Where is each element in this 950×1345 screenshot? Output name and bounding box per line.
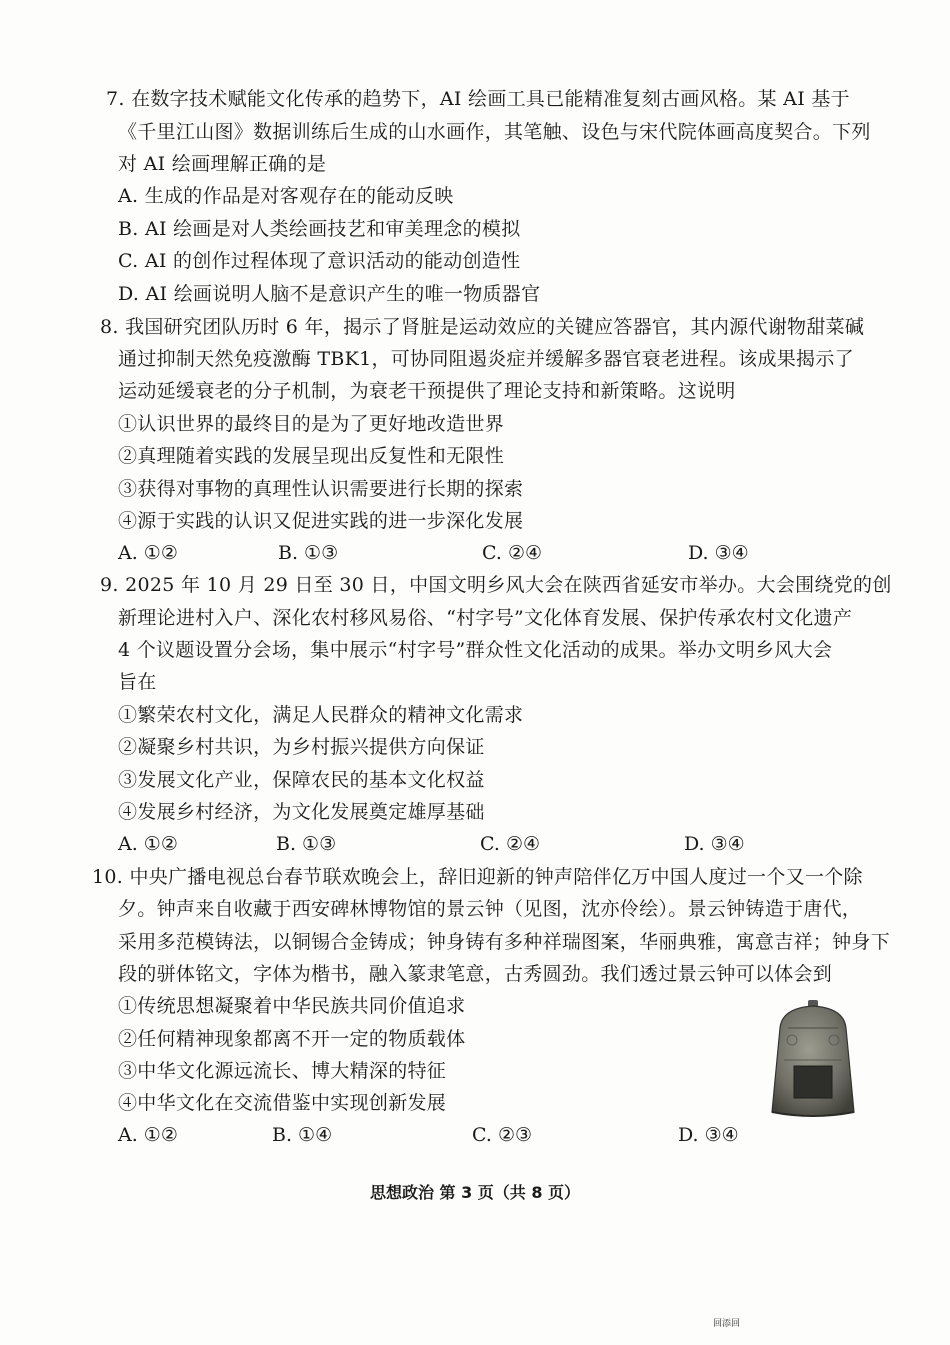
q9-statement-2: ②凝聚乡村共识，为乡村振兴提供方向保证 bbox=[118, 736, 485, 758]
q7-option-d: D. AI 绘画说明人脑不是意识产生的唯一物质器官 bbox=[118, 283, 541, 305]
q10-statement-3: ③中华文化源远流长、博大精深的特征 bbox=[118, 1060, 447, 1082]
q8-choice-a: A. ①② bbox=[118, 542, 178, 564]
q8-line-3: 运动延缓衰老的分子机制，为衰老干预提供了理论支持和新策略。这说明 bbox=[118, 380, 736, 402]
q9-choice-c: C. ②④ bbox=[480, 833, 541, 855]
q9-choice-a: A. ①② bbox=[118, 833, 178, 855]
q10-statement-4: ④中华文化在交流借鉴中实现创新发展 bbox=[118, 1092, 447, 1114]
q7-line-2: 《千里江山图》数据训练后生成的山水画作，其笔触、设色与宋代院体画高度契合。下列 bbox=[118, 121, 871, 143]
q10-choice-c: C. ②③ bbox=[472, 1124, 533, 1146]
q10-choice-b: B. ①④ bbox=[272, 1124, 333, 1146]
q8-choice-b: B. ①③ bbox=[278, 542, 339, 564]
q8-statement-4: ④源于实践的认识又促进实践的进一步深化发展 bbox=[118, 510, 524, 532]
q10-line-4: 段的骈体铭文，字体为楷书，融入篆隶笔意，古秀圆劲。我们透过景云钟可以体会到 bbox=[118, 963, 833, 985]
q7-option-b: B. AI 绘画是对人类绘画技艺和审美理念的模拟 bbox=[118, 218, 521, 240]
q10-choice-a: A. ①② bbox=[118, 1124, 178, 1146]
q9-line-3: 4 个议题设置分会场，集中展示“村字号”群众性文化活动的成果。举办文明乡风大会 bbox=[118, 639, 833, 661]
q10-choice-d: D. ③④ bbox=[678, 1124, 739, 1146]
q9-statement-4: ④发展乡村经济，为文化发展奠定雄厚基础 bbox=[118, 801, 485, 823]
q10-line-1: 10. 中央广播电视总台春节联欢晚会上，辞旧迎新的钟声陪伴亿万中国人度过一个又一个除 bbox=[92, 866, 863, 888]
q10-line-2: 夕。钟声来自收藏于西安碑林博物馆的景云钟（见图，沈亦伶绘）。景云钟铸造于唐代， bbox=[118, 898, 862, 920]
q10-statement-1: ①传统思想凝聚着中华民族共同价值追求 bbox=[118, 995, 466, 1017]
q7-option-a: A. 生成的作品是对客观存在的能动反映 bbox=[118, 185, 454, 207]
q8-statement-2: ②真理随着实践的发展呈现出反复性和无限性 bbox=[118, 445, 505, 467]
q8-choice-d: D. ③④ bbox=[688, 542, 749, 564]
q7-line-3: 对 AI 绘画理解正确的是 bbox=[118, 153, 327, 175]
q7-option-c: C. AI 的创作过程体现了意识活动的能动创造性 bbox=[118, 250, 521, 272]
jingyun-bell-illustration bbox=[768, 1000, 858, 1120]
q9-statement-3: ③发展文化产业，保障农民的基本文化权益 bbox=[118, 769, 485, 791]
bell-inscription-panel bbox=[794, 1066, 832, 1098]
q9-line-1: 9. 2025 年 10 月 29 日至 30 日，中国文明乡风大会在陕西省延安市举办。大会围绕党的创 bbox=[100, 574, 892, 596]
page-footer: 思想政治 第 3 页（共 8 页） bbox=[369, 1183, 581, 1202]
q8-choice-c: C. ②④ bbox=[482, 542, 543, 564]
q10-statement-2: ②任何精神现象都离不开一定的物质载体 bbox=[118, 1028, 466, 1050]
q9-line-2: 新理论进村入户、深化农村移风易俗、“村字号”文化体育发展、保护传承农村文化遗产 bbox=[118, 607, 853, 629]
q10-line-3: 采用多范模铸法，以铜锡合金铸成；钟身铸有多种祥瑞图案，华丽典雅，寓意吉祥；钟身下 bbox=[118, 931, 891, 953]
q8-statement-3: ③获得对事物的真理性认识需要进行长期的探索 bbox=[118, 478, 524, 500]
q8-line-1: 8. 我国研究团队历时 6 年，揭示了肾脏是运动效应的关键应答器官，其内源代谢物甜菜碱 bbox=[100, 316, 865, 338]
q9-line-4: 旨在 bbox=[118, 671, 157, 693]
bell-body bbox=[772, 1006, 854, 1116]
q7-line-1: 7. 在数字技术赋能文化传承的趋势下，AI 绘画工具已能精准复刻古画风格。某 AI 基于 bbox=[106, 88, 850, 110]
q9-choice-d: D. ③④ bbox=[684, 833, 745, 855]
q8-line-2: 通过抑制天然免疫激酶 TBK1，可协同阻遏炎症并缓解多器官衰老进程。该成果揭示了 bbox=[118, 348, 854, 370]
q9-statement-1: ①繁荣农村文化，满足人民群众的精神文化需求 bbox=[118, 704, 524, 726]
corner-mark: 回添回 bbox=[713, 1319, 741, 1329]
q8-statement-1: ①认识世界的最终目的是为了更好地改造世界 bbox=[118, 413, 505, 435]
q9-choice-b: B. ①③ bbox=[276, 833, 337, 855]
